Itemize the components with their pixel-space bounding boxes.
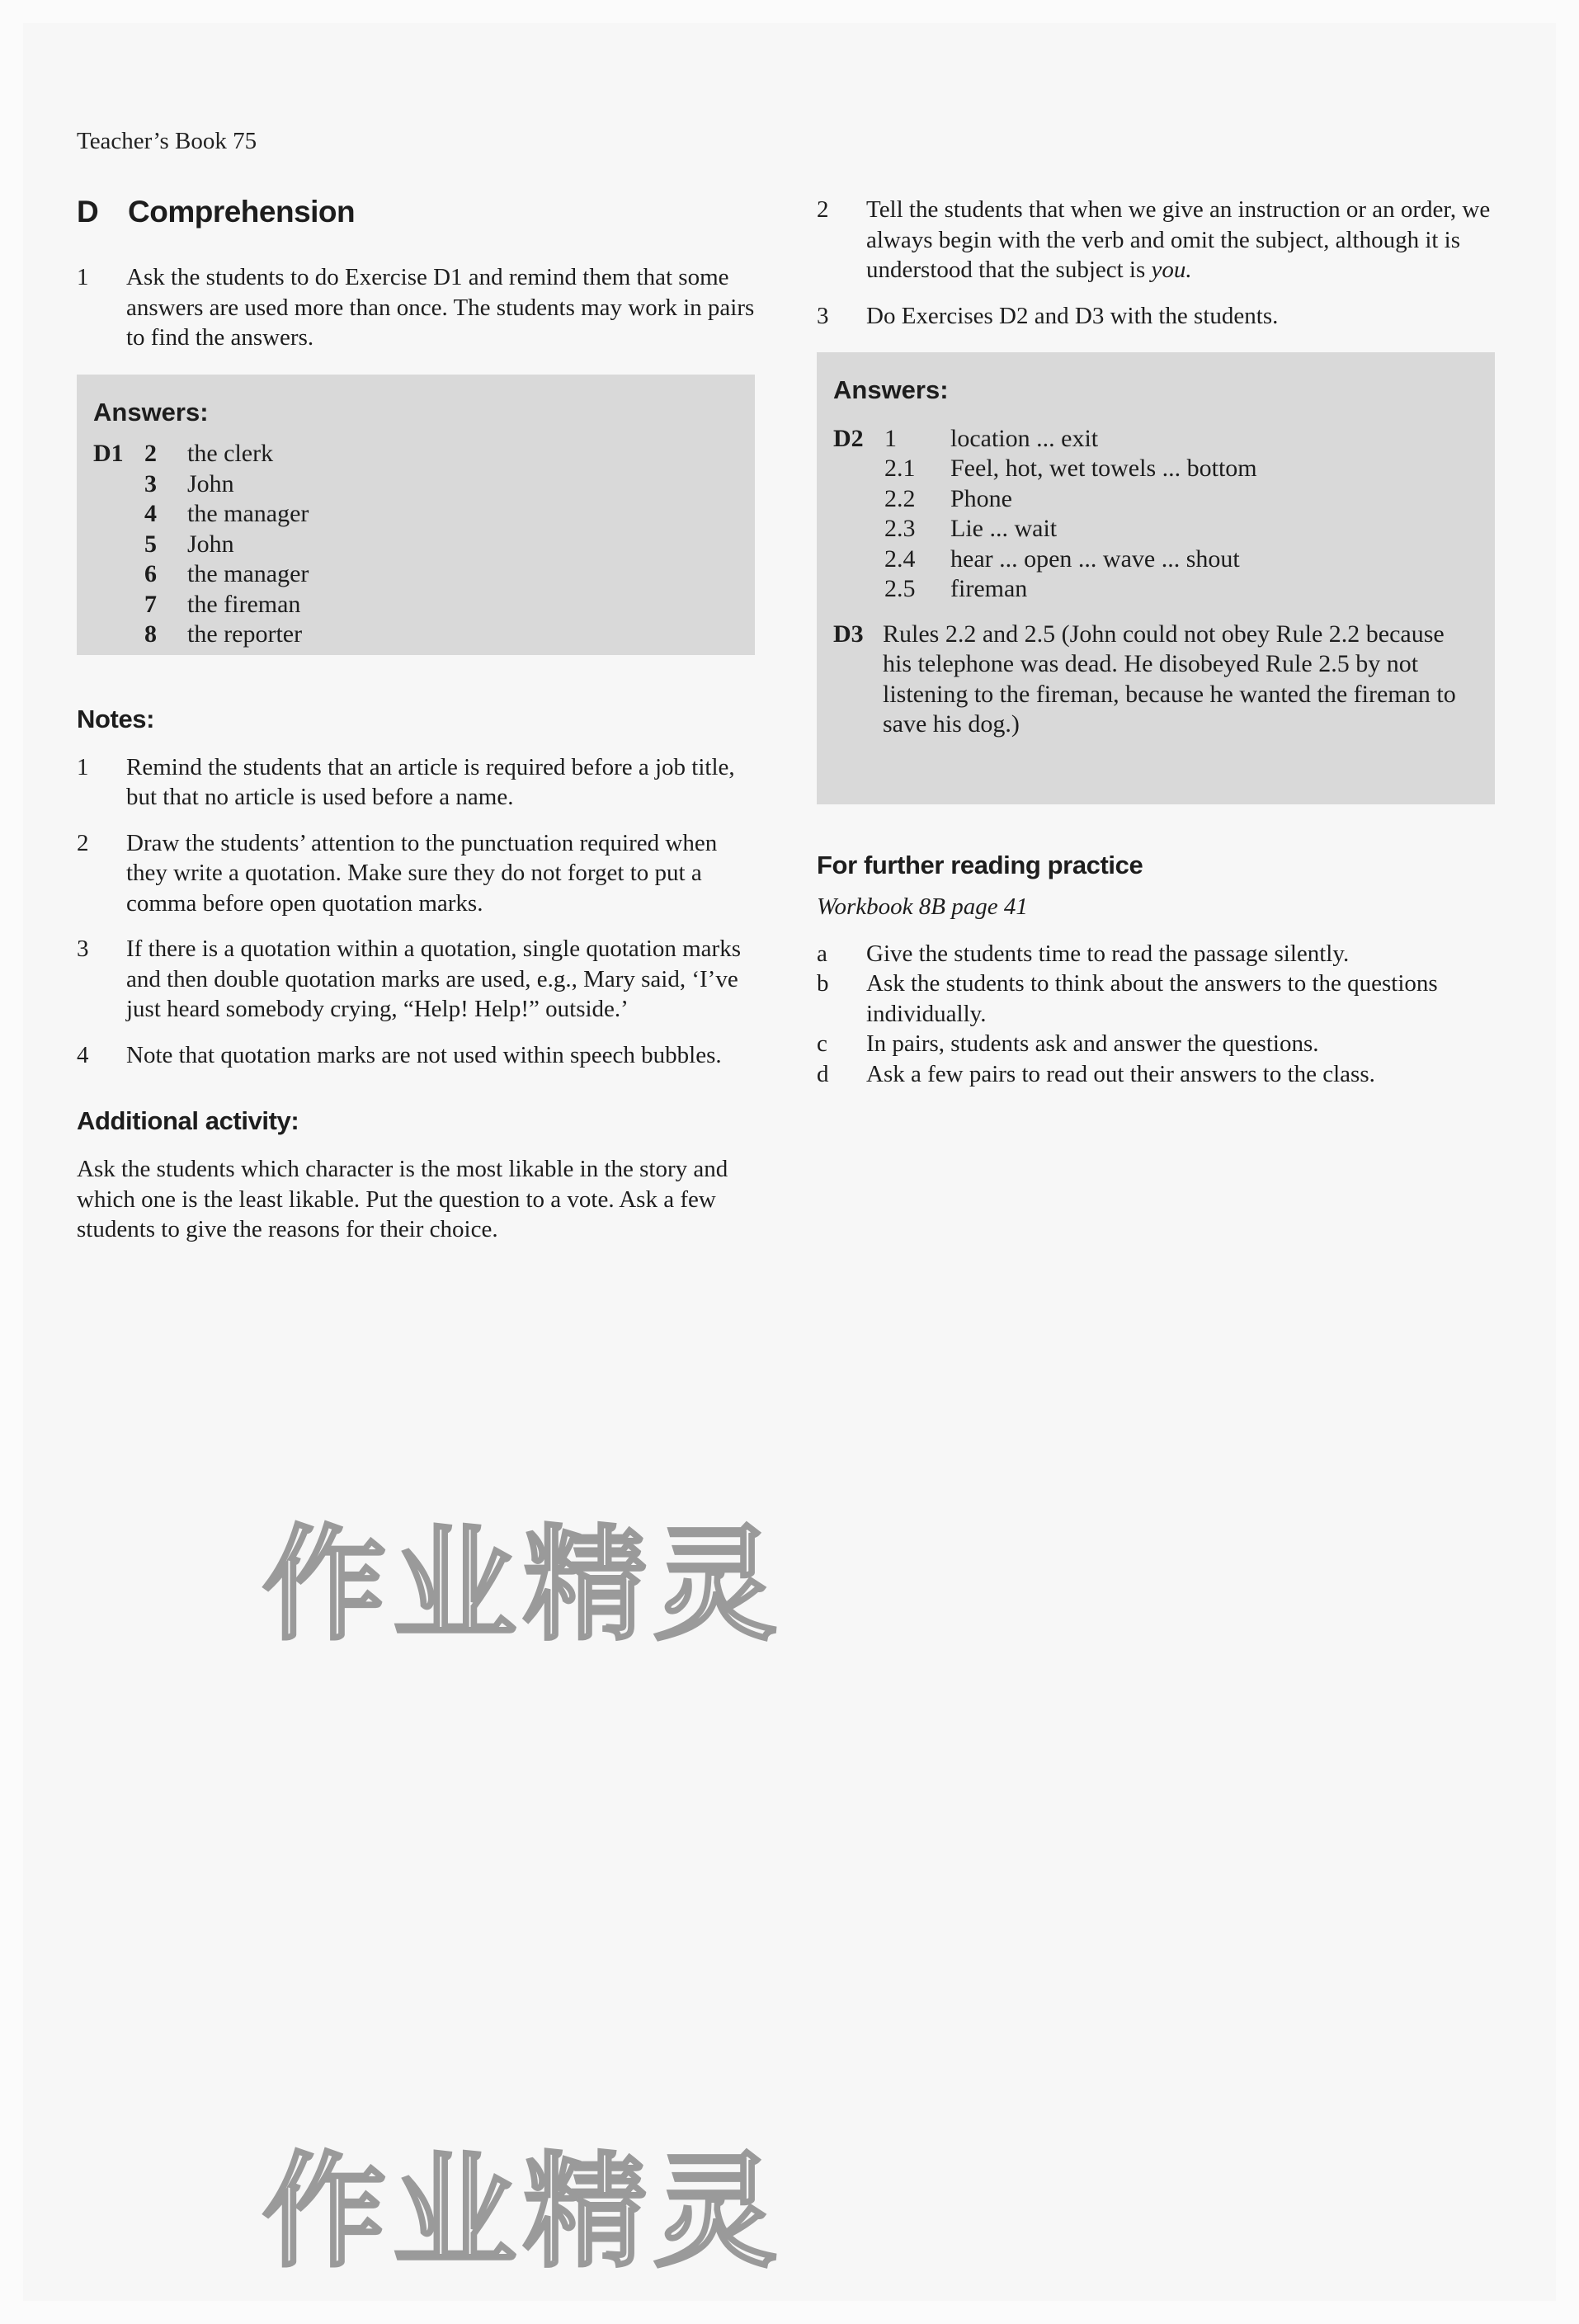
list-item bbox=[817, 1029, 1495, 1059]
answer-number: 6 bbox=[144, 560, 157, 587]
answer-row bbox=[93, 620, 738, 650]
answer-row bbox=[93, 559, 738, 590]
answer-text: the clerk bbox=[187, 440, 274, 467]
answer-number: 2.3 bbox=[884, 515, 916, 542]
answer-row bbox=[833, 574, 1478, 605]
item-number: 1 bbox=[77, 753, 89, 780]
answer-number: 3 bbox=[144, 469, 157, 497]
answer-number: 8 bbox=[144, 620, 157, 648]
answer-row bbox=[93, 439, 738, 469]
section-letter: D bbox=[77, 195, 99, 229]
answer-text: location ... exit bbox=[950, 424, 1099, 452]
answer-row bbox=[93, 469, 738, 500]
running-head: Teacher’s Book 75 bbox=[77, 128, 257, 154]
answer-d3 bbox=[833, 620, 1478, 740]
answer-number: 7 bbox=[144, 590, 157, 618]
item-number: 1 bbox=[77, 264, 89, 290]
item-text: Give the students time to read the passage silently. bbox=[866, 940, 1350, 967]
watermark: 作业精灵 bbox=[262, 2141, 785, 2284]
answer-number: 2 bbox=[144, 440, 157, 467]
answer-text: fireman bbox=[950, 575, 1028, 602]
answer-number: 1 bbox=[884, 424, 897, 452]
item-text: Note that quotation marks are not used within speech bubbles. bbox=[126, 1041, 722, 1068]
list-item bbox=[817, 301, 1495, 332]
item-text: If there is a quotation within a quotation, single quotation marks and then double quotation marks are used, e.g., Mary said, ‘I’ve just heard somebody crying, “Help! Help!” outside.’ bbox=[126, 936, 741, 1022]
list-item bbox=[77, 262, 755, 353]
item-text: Ask the students to think about the answers to the questions individually. bbox=[866, 970, 1438, 1027]
answer-text: Lie ... wait bbox=[950, 515, 1058, 542]
answer-number: 5 bbox=[144, 530, 157, 558]
comprehension-steps bbox=[77, 262, 755, 353]
section-heading bbox=[77, 195, 755, 229]
list-item bbox=[817, 1059, 1495, 1090]
watermark: 作业精灵 bbox=[262, 1514, 785, 1657]
answer-text: the fireman bbox=[187, 590, 301, 618]
list-item bbox=[77, 1040, 755, 1071]
answer-row bbox=[833, 424, 1478, 455]
item-number: 2 bbox=[817, 196, 829, 223]
answer-row bbox=[833, 484, 1478, 515]
left-column bbox=[77, 195, 755, 1245]
answers-box-d2-d3 bbox=[817, 352, 1495, 804]
answer-number: 4 bbox=[144, 500, 157, 527]
answer-number: 2.5 bbox=[884, 575, 916, 602]
item-text: Draw the students’ attention to the punctuation required when they write a quotation. Make sure they do not forget to put a comma before open quotation marks. bbox=[126, 829, 718, 917]
exercise-code: D2 bbox=[833, 424, 864, 452]
list-item bbox=[817, 195, 1495, 285]
list-item bbox=[817, 939, 1495, 969]
answer-row bbox=[93, 590, 738, 620]
answer-text: the manager bbox=[187, 500, 309, 527]
answer-text: the manager bbox=[187, 560, 309, 587]
answer-text: Feel, hot, wet towels ... bottom bbox=[950, 455, 1257, 482]
exercise-code: D1 bbox=[93, 440, 124, 467]
item-text-emphasis: you. bbox=[1151, 257, 1192, 283]
notes-list bbox=[77, 752, 755, 1071]
answers-box-d1 bbox=[77, 375, 755, 655]
item-text: Ask a few pairs to read out their answers to the class. bbox=[866, 1060, 1375, 1087]
answer-number: 2.2 bbox=[884, 484, 916, 512]
further-reading-list bbox=[817, 939, 1495, 1090]
answer-row bbox=[93, 499, 738, 530]
item-letter: d bbox=[817, 1060, 829, 1087]
item-letter: c bbox=[817, 1030, 827, 1057]
list-item bbox=[77, 934, 755, 1025]
item-letter: b bbox=[817, 970, 829, 997]
further-reading-heading: For further reading practice bbox=[817, 851, 1143, 879]
answer-row bbox=[93, 530, 738, 560]
answer-row bbox=[833, 454, 1478, 484]
answer-row bbox=[833, 514, 1478, 544]
item-number: 2 bbox=[77, 829, 89, 856]
notes-heading: Notes: bbox=[77, 704, 155, 733]
item-number: 3 bbox=[77, 936, 89, 962]
item-text: Ask the students to do Exercise D1 and remind them that some answers are used more than once. The students may work in pairs to find the answers. bbox=[126, 264, 755, 351]
section-title: Comprehension bbox=[128, 195, 356, 229]
answer-text: the reporter bbox=[187, 620, 303, 648]
item-text bbox=[866, 195, 1495, 285]
answer-number: 2.4 bbox=[884, 544, 916, 573]
list-item bbox=[817, 969, 1495, 1029]
item-number: 3 bbox=[817, 302, 829, 329]
item-text: Do Exercises D2 and D3 with the students. bbox=[866, 302, 1279, 329]
additional-activity-heading: Additional activity: bbox=[77, 1106, 299, 1135]
right-column bbox=[817, 195, 1495, 1089]
exercise-code: D3 bbox=[833, 620, 864, 648]
right-steps bbox=[817, 195, 1495, 331]
answer-text: John bbox=[187, 530, 234, 558]
answers-heading: Answers: bbox=[93, 397, 209, 427]
answer-text: John bbox=[187, 469, 234, 497]
item-text: Remind the students that an article is required before a job title, but that no article is used before a name. bbox=[126, 753, 735, 810]
item-text-main: Tell the students that when we give an instruction or an order, we always begin with the verb and omit the subject, although it is understood that the subject is bbox=[866, 196, 1491, 283]
list-item bbox=[77, 828, 755, 919]
answer-text: Phone bbox=[950, 484, 1012, 512]
additional-activity-text: Ask the students which character is the most likable in the story and which one is the least likable. Put the question to a vote. Ask a few students to give the reasons for their choice. bbox=[77, 1156, 728, 1242]
list-item bbox=[77, 752, 755, 813]
answers-heading: Answers: bbox=[833, 375, 949, 404]
workbook-reference: Workbook 8B page 41 bbox=[817, 893, 1028, 920]
answer-text: hear ... open ... wave ... shout bbox=[950, 544, 1240, 573]
item-letter: a bbox=[817, 940, 827, 967]
answer-number: 2.1 bbox=[884, 455, 916, 482]
item-text: In pairs, students ask and answer the questions. bbox=[866, 1030, 1319, 1057]
item-number: 4 bbox=[77, 1041, 89, 1068]
answer-row bbox=[833, 544, 1478, 575]
answer-text: Rules 2.2 and 2.5 (John could not obey Rule 2.2 because his telephone was dead. He disobeyed Rule 2.5 by not listening to the fireman, because he wanted the fireman to save his dog.) bbox=[883, 620, 1456, 738]
